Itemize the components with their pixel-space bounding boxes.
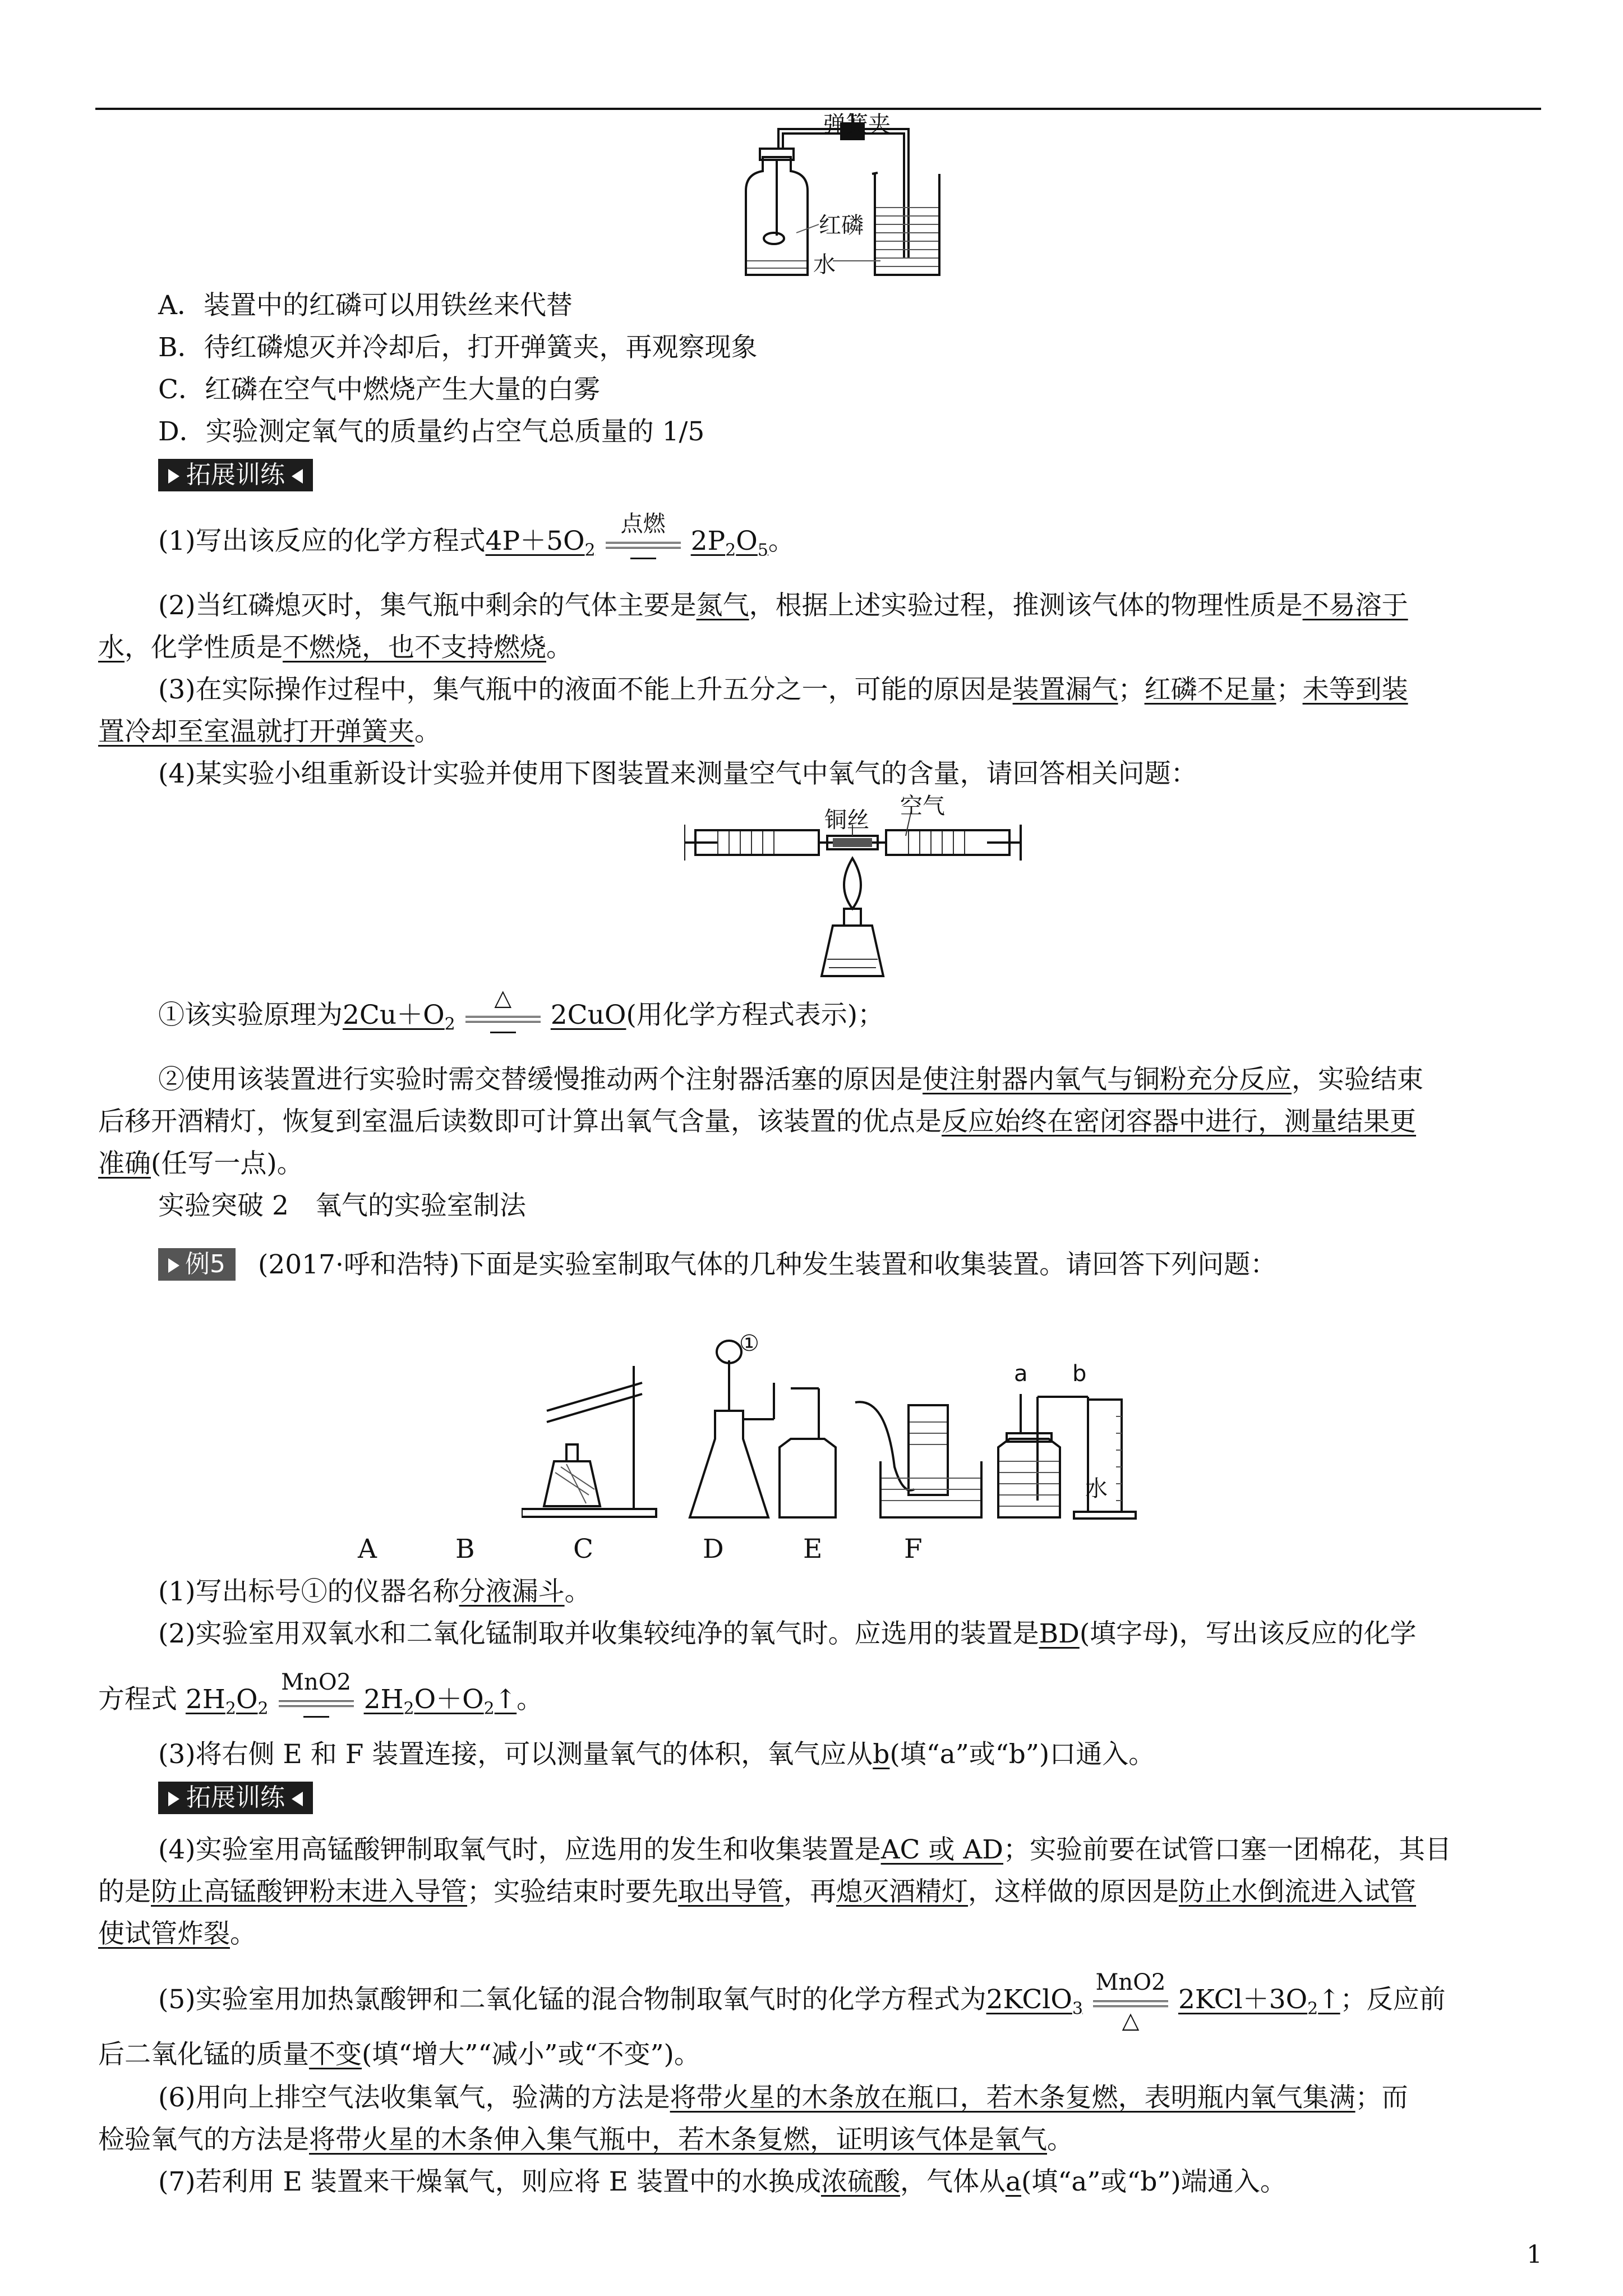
e1: (1)写出标号①的仪器名称分液漏斗。	[158, 1576, 591, 1607]
option-c: C．红磷在空气中燃烧产生大量的白雾	[158, 374, 600, 405]
reaction-condition: MnO2	[274, 1685, 358, 1718]
figure-gas-apparatus	[522, 1327, 1183, 1523]
badge-expand-training-1	[158, 459, 313, 491]
q3-line2: 置冷却至室温就打开弹簧夹。	[98, 716, 441, 747]
triangle-left-icon	[292, 469, 303, 484]
option-b: B．待红磷熄灭并冷却后，打开弹簧夹，再观察现象	[158, 332, 758, 363]
triangle-right-icon	[168, 1258, 179, 1273]
e2-line2: 方程式 $2H_2O_2$ MnO2 $2H_2O+O_2↑$。	[98, 1669, 543, 1719]
q4-2-line2: 后移开酒精灯，恢复到室温后读数即可计算出氧气含量，该装置的优点是反应始终在密闭容器中进行，测量结果更	[98, 1106, 1416, 1137]
label-letter-b: B	[455, 1534, 475, 1565]
label-letter-e: E	[803, 1534, 823, 1565]
example-intro: (2017·呼和浩特)下面是实验室制取气体的几种发生装置和收集装置。请回答下列问题：	[258, 1249, 1277, 1280]
label-clamp: 弹簧夹	[823, 112, 891, 137]
label-letter-f: F	[904, 1534, 923, 1565]
e4-line1: (4)实验室用高锰酸钾制取氧气时，应选用的发生和收集装置是AC 或 AD；实验前要在试管口塞一团棉花，其目	[158, 1834, 1451, 1865]
label-copper-wire: 铜丝	[824, 807, 869, 833]
q4-2-line1: ②使用该装置进行实验时需交替缓慢推动两个注射器活塞的原因是使注射器内氧气与铜粉充分反应，实验结束	[158, 1064, 1423, 1095]
label-letter-d: D	[703, 1534, 724, 1565]
label-letter-a: A	[358, 1534, 377, 1565]
q4-2-line3: 准确(任写一点)。	[98, 1148, 303, 1179]
label-b: b	[1072, 1361, 1087, 1387]
page-number: 1	[1527, 2240, 1542, 2269]
badge-example-5: 例5	[158, 1248, 236, 1281]
e6-line1: (6)用向上排空气法收集氧气，验满的方法是将带火星的木条放在瓶口，若木条复燃，表明瓶内氧气集满；而	[158, 2082, 1408, 2113]
badge-label: 拓展训练	[186, 461, 285, 489]
option-d: D．实验测定氧气的质量约占空气总质量的 1/5	[158, 416, 705, 447]
q4-2-answer-2b: 准确	[98, 1148, 151, 1179]
section-title: 实验突破 2 氧气的实验室制法	[158, 1190, 526, 1221]
e5-line2: 后二氧化锰的质量不变(填“增大”“减小”或“不变”)。	[98, 2039, 700, 2070]
q2-answer-3: 不燃烧，也不支持燃烧	[283, 632, 546, 663]
q3-answer-3a: 未等到装	[1302, 674, 1408, 705]
e4-line3: 使试管炸裂。	[98, 1918, 256, 1949]
badge-expand-training-2: 拓展训练	[158, 1782, 313, 1814]
reaction-condition: 点燃	[601, 526, 685, 560]
triangle-right-icon	[168, 1792, 179, 1806]
e7: (7)若利用 E 装置来干燥氧气，则应将 E 装置中的水换成浓硫酸，气体从a(填“a”或“b”)端通入。	[158, 2166, 1287, 2197]
q4-1: ①该实验原理为$2Cu+O_2$ △ 2CuO(用化学方程式表示)；	[158, 985, 884, 1034]
reaction-condition: △	[461, 1000, 545, 1034]
reaction-condition: MnO2 △	[1089, 1985, 1173, 2018]
q3-answer-2: 红磷不足量	[1144, 674, 1276, 705]
q3-line1: (3)在实际操作过程中，集气瓶中的液面不能上升五分之一，可能的原因是装置漏气；红磷不足量；未等到装	[158, 674, 1408, 705]
triangle-left-icon	[292, 1792, 303, 1806]
q4-2-answer-1: 使注射器内氧气与铜粉充分反应	[923, 1064, 1292, 1095]
e2-line1: (2)实验室用双氧水和二氧化锰制取并收集较纯净的氧气时。应选用的装置是BD(填字母)，写出该反应的化学	[158, 1618, 1417, 1649]
label-water-e: 水	[1085, 1476, 1108, 1502]
label-red-phosphorus: 红磷	[819, 213, 864, 238]
q2-answer-2a: 不易溶于	[1302, 590, 1408, 621]
q2-answer-2b: 水	[98, 632, 125, 663]
label-letter-c: C	[573, 1534, 593, 1565]
q1: (1)写出该反应的化学方程式$4P+5O_2$ 点燃 $2P_2O_5$。	[158, 511, 795, 560]
q2-line2: 水，化学性质是不燃烧，也不支持燃烧。	[98, 632, 573, 663]
q1-answer: $4P+5O_2$	[485, 526, 596, 560]
label-a: a	[1014, 1361, 1028, 1387]
option-a: A．装置中的红磷可以用铁丝来代替	[158, 290, 573, 321]
q2-answer-1: 氮气	[696, 590, 749, 621]
e5-line1: (5)实验室用加热氯酸钾和二氧化锰的混合物制取氧气时的化学方程式为2KClO$_3$ MnO2 △ $2KCl+3O_2↑$；反应前	[158, 1970, 1446, 2033]
label-water: 水	[813, 252, 836, 278]
q2-line1: (2)当红磷熄灭时，集气瓶中剩余的气体主要是氮气，根据上述实验过程，推测该气体的物理性质是不易溶于	[158, 590, 1408, 621]
e6-line2: 检验氧气的方法是将带火星的木条伸入集气瓶中，若木条复燃，证明该气体是氧气。	[98, 2124, 1073, 2155]
e4-line2: 的是防止高锰酸钾粉末进入导管；实验结束时要先取出导管，再熄灭酒精灯，这样做的原因是防止水倒流进入试管	[98, 1876, 1416, 1907]
q3-answer-3b: 置冷却至室温就打开弹簧夹	[98, 716, 414, 747]
q3-answer-1: 装置漏气	[1012, 674, 1118, 705]
triangle-right-icon	[168, 469, 179, 484]
q4-2-answer-2a: 反应始终在密闭容器中进行，测量结果更	[942, 1106, 1416, 1137]
label-air: 空气	[900, 793, 945, 819]
e3: (3)将右侧 E 和 F 装置连接，可以测量氧气的体积，氧气应从b(填“a”或“b”)口通入。	[158, 1739, 1155, 1770]
label-mark-1: ①	[739, 1331, 759, 1356]
q4-intro: (4)某实验小组重新设计实验并使用下图装置来测量空气中氧气的含量，请回答相关问题：	[158, 758, 1197, 789]
